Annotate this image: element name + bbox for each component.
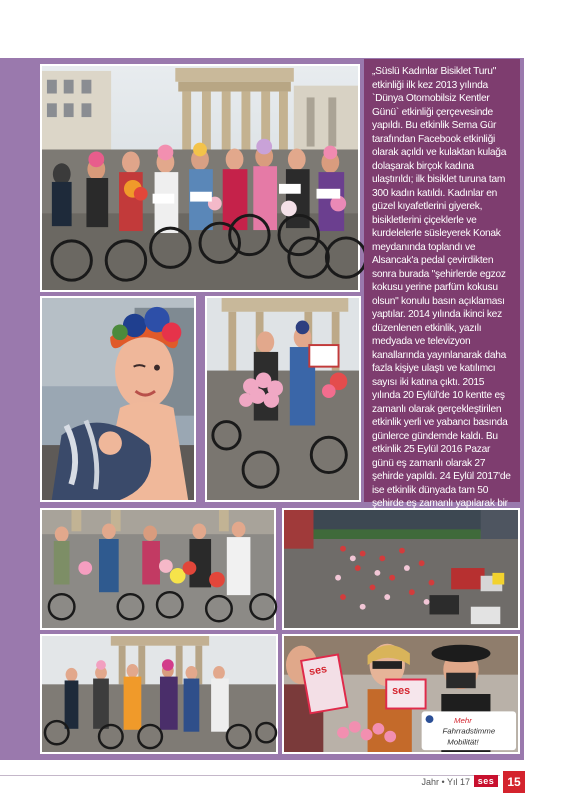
banner-text-3: Mobilität! (447, 737, 479, 747)
footer-divider (0, 775, 500, 776)
photo-portrait-woman-flowers (40, 296, 196, 502)
photo-two-women-flower-bike (205, 296, 361, 502)
article-body: „Süslü Kadınlar Bisiklet Turu" etkinliği ilk kez 2013 yılında `Dünya Otomobilsiz Kentler Günü` etkinliği çerçevesinde yapıldı. Bu etkinlik Sema Gür tarafından Facebook etkinliği olarak açıldı ve kulaktan kulağa dolaşarak birçok kadına ulaştırıldı; ilk bisiklet turuna tam 300 kadın katıldı. Kadınlar en güzel kıyafetlerini giyerek, bisikletlerini çiçeklerle ve kurdelelerle süsleyerek Konak meydanında toplandı ve Alsancak'a pedal çevirdikten sonra burada "şehirlerde egzoz kokusu yerine parfüm kokusu olsun" konulu basın açıklaması yaptılar. 2014 yılında ikinci kez düzenlenen etkinlik, yazılı medyada ve televizyon kanallarında yayınlanarak daha fazla kişiye ulaştı ve katılımcı sayısı iki katına çıktı. 2015 yılında 20 Eylül'de 10 kentte eş zamanlı olarak gerçekleştirilen etkinlik yerli ve yabancı basında günlerce gündemde kaldı. Bu etkinlik 25 Eylül 2016 Pazar günü eş zamanlı olarak 27 şehirde yapıldı. 24 Eylül 2017'de ise etkinlik dünyada tam 50 şehirde eş zamanlı yapılarak bir (372, 66, 511, 509)
right-margin (524, 58, 566, 760)
footer-magazine-label: Jahr • Yıl 17 (421, 777, 470, 787)
top-margin (0, 0, 566, 58)
photo-women-bikes-balloons (40, 508, 276, 630)
photo-group-brandenburg-gate (40, 64, 360, 292)
banner-text-1: Mehr (453, 716, 472, 725)
banner-text-2: Fahrradstimme (442, 726, 496, 736)
photo-women-ses-magazines (282, 634, 520, 754)
article-text-box (364, 59, 520, 509)
magazine-cover-title-1: ses (308, 663, 328, 679)
photo-group-gate-bikes (40, 634, 278, 754)
footer-logo: ses (474, 775, 498, 787)
photo-street-cyclists-aerial (282, 508, 520, 630)
magazine-cover-title-2: ses (392, 685, 411, 697)
page-number: 15 (503, 771, 525, 793)
